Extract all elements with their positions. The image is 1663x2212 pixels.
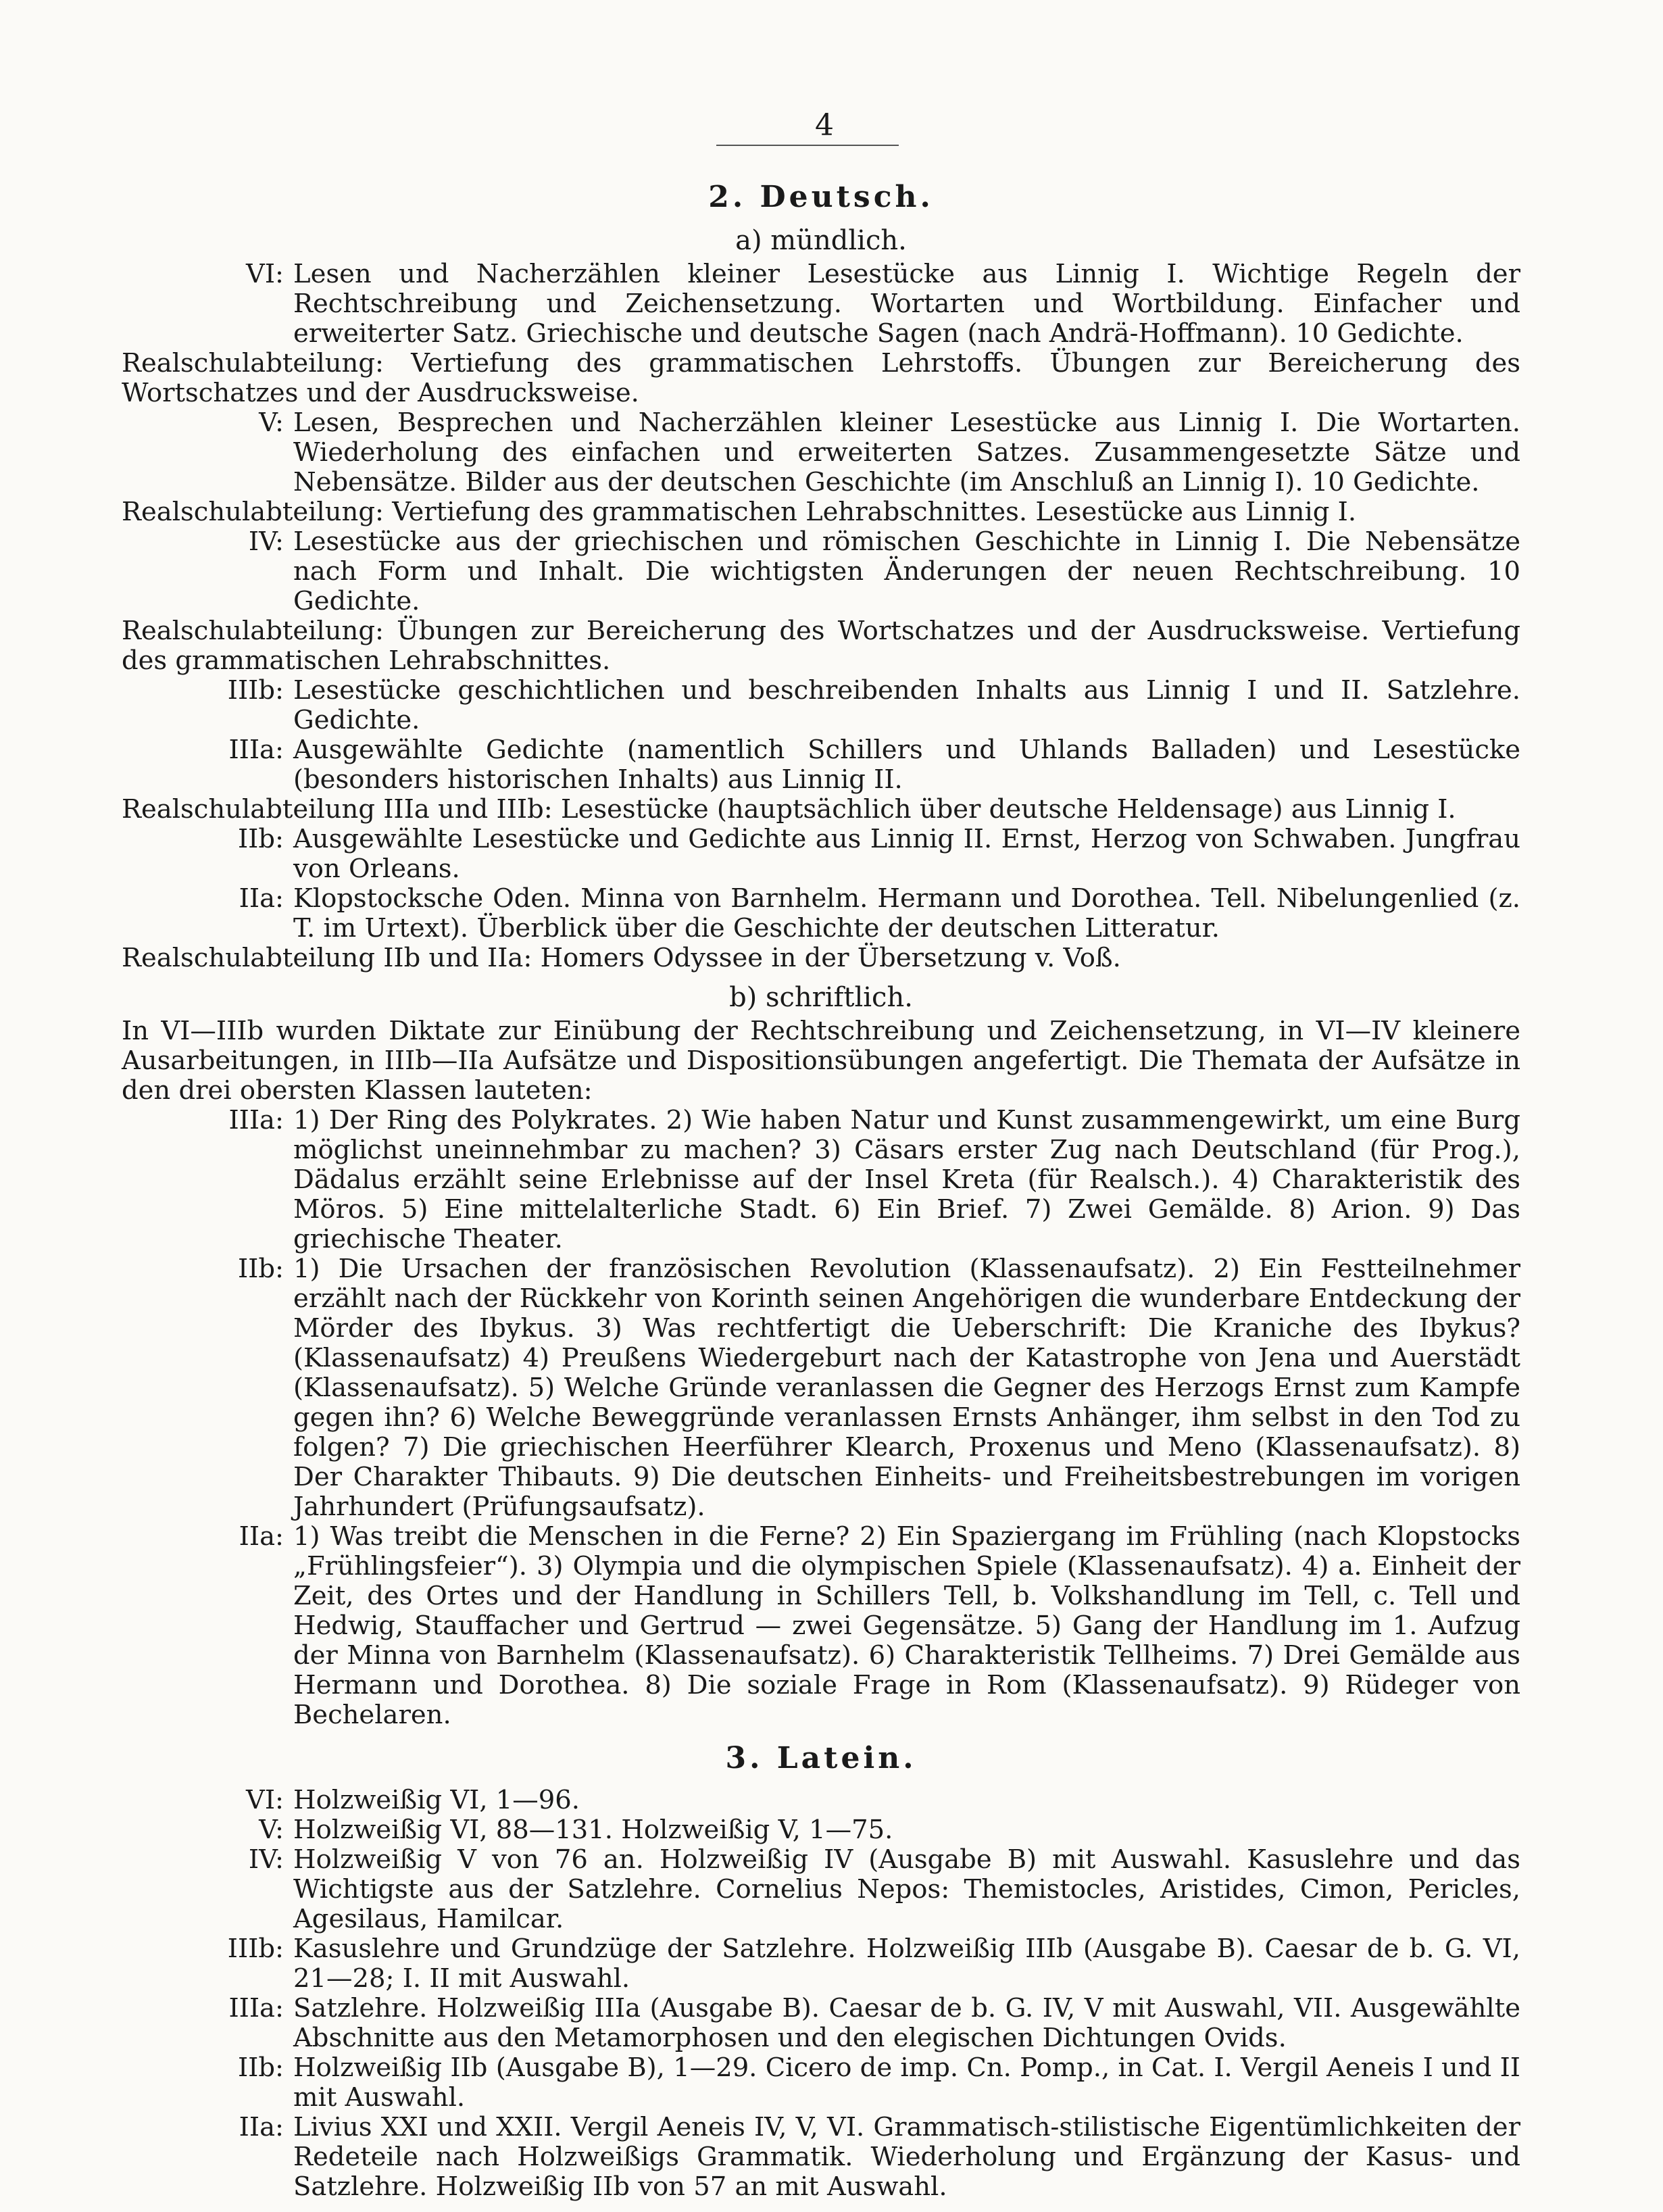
list-item	[122, 795, 1520, 825]
entry-label: Realschulabteilung:	[122, 497, 384, 527]
schriftlich-intro: In VI—IIIb wurden Diktate zur Einübung der Rechtschreibung und Zeichensetzung, in VI—IV kleinere Ausarbeitungen, in IIIb—IIa Aufsätze und Dispositionsübungen angefertigt. Die Themata der Aufsätze in den drei obersten Klassen lauteten:	[122, 1016, 1520, 1106]
entry-label: IIIb:	[227, 675, 284, 706]
entry-label: IIIa:	[228, 735, 284, 765]
entry-label: Realschulabteilung:	[122, 616, 384, 646]
subheading-schriftlich: b) schriftlich.	[729, 982, 913, 1013]
entry-text: 1) Der Ring des Polykrates. 2) Wie haben Natur und Kunst zusammengewirkt, um eine Burg möglichst uneinnehmbar zu machen? 3) Cäsars erster Zug nach Deutschland (für Prog.), Dädalus erzählt seine Erlebnisse auf der Insel Kreta (für Realsch.). 4) Charakteristik des Möros. 5) Eine mittelalterliche Stadt. 6) Ein Brief. 7) Zwei Gemälde. 8) Arion. 9) Das griechische Theater.	[293, 1105, 1520, 1254]
entry-text: 1) Die Ursachen der französischen Revolution (Klassenaufsatz). 2) Ein Festteilnehmer erzählt nach der Rückkehr von Korinth seinen Angehörigen die wunderbare Entdeckung der Mörder des Ibykus. 3) Was rechtfertigt die Ueberschrift: Die Kraniche des Ibykus? (Klassenaufsatz) 4) Preußens Wiedergeburt nach der Katastrophe von Jena und Auerstädt (Klassenaufsatz). 5) Welche Gründe veranlassen die Gegner des Herzogs Ernst zum Kampfe gegen ihn? 6) Welche Beweggründe veranlassen Ernsts Anhänger, ihm selbst in den Tod zu folgen? 7) Die griechischen Heerführer Klearch, Proxenus und Meno (Klassenaufsatz). 8) Der Charakter Thibauts. 9) Die deutschen Einheits- und Freiheitsbestrebungen im vorigen Jahrhundert (Prüfungsaufsatz).	[293, 1254, 1520, 1522]
list-item	[122, 2053, 1520, 2113]
list-item	[122, 2113, 1520, 2202]
entry-text: Lesestücke aus der griechischen und römischen Geschichte in Linnig I. Die Nebensätze nach Form und Inhalt. Die wichtigsten Änderungen der neuen Rechtschreibung. 10 Gedichte.	[293, 526, 1520, 616]
list-item	[122, 1522, 1520, 1730]
entry-label: IIa:	[239, 883, 284, 914]
entry-label: IIb:	[237, 2053, 284, 2083]
list-item	[122, 408, 1520, 497]
list-item	[122, 676, 1520, 735]
entry-text: Livius XXI und XXII. Vergil Aeneis IV, V, VI. Grammatisch-stilistische Eigentümlichkeiten der Redeteile nach Holzweißigs Grammatik. Wiederholung und Ergänzung der Kasus- und Satzlehre. Holzweißig IIb von 57 an mit Auswahl.	[293, 2112, 1520, 2202]
entry-label: Realschulabteilung IIIa und IIIb:	[122, 794, 553, 825]
entry-text: Lesen und Nacherzählen kleiner Lesestücke aus Linnig I. Wichtige Regeln der Rechtschreibung und Zeichensetzung. Wortarten und Wortbildung. Einfacher und erweiterter Satz. Griechische und deutsche Sagen (nach Andrä-Hoffmann). 10 Gedichte.	[293, 259, 1520, 349]
entry-text: 1) Was treibt die Menschen in die Ferne? 2) Ein Spaziergang im Frühling (nach Klopstocks „Frühlingsfeier“). 3) Olympia und die olympischen Spiele (Klassenaufsatz). 4) a. Einheit der Zeit, des Ortes und der Handlung in Schillers Tell, b. Volkshandlung im Tell, c. Tell und Hedwig, Stauffacher und Gertrud — zwei Gegensätze. 5) Gang der Handlung im 1. Aufzug der Minna von Barnhelm (Klassenaufsatz). 6) Charakteristik Tellheims. 7) Drei Gemälde aus Hermann und Dorothea. 8) Die soziale Frage in Rom (Klassenaufsatz). 9) Rüdeger von Bechelaren.	[293, 1521, 1520, 1730]
list-item	[122, 1106, 1520, 1254]
page-number: 4	[815, 108, 834, 143]
entry-text: Lesestücke (hauptsächlich über deutsche Heldensage) aus Linnig I.	[561, 794, 1456, 825]
entry-text: Homers Odyssee in der Übersetzung v. Voß.	[540, 943, 1121, 973]
list-item	[122, 349, 1520, 408]
entry-label: IV:	[248, 1844, 284, 1875]
list-item	[122, 1934, 1520, 1994]
list-item	[122, 825, 1520, 884]
entry-label: IIb:	[237, 824, 284, 854]
entry-text: Holzweißig VI, 88—131. Holzweißig V, 1—75.	[293, 1815, 893, 1845]
list-item	[122, 1845, 1520, 1934]
list-item	[122, 735, 1520, 795]
entry-label: IIIb:	[227, 1934, 284, 1964]
entry-text: Ausgewählte Gedichte (namentlich Schillers und Uhlands Balladen) und Lesestücke (besonders historischen Inhalts) aus Linnig II.	[293, 735, 1520, 795]
list-item	[122, 260, 1520, 349]
subheading-muendlich: a) mündlich.	[735, 225, 907, 256]
list-item	[122, 943, 1520, 973]
entry-label: IIa:	[239, 1521, 284, 1552]
section-heading-deutsch: 2. Deutsch.	[708, 180, 934, 214]
list-item	[122, 527, 1520, 616]
entry-text: Übungen zur Bereicherung des Wortschatzes und der Ausdrucksweise. Vertiefung des grammatischen Lehrabschnittes.	[122, 616, 1520, 676]
entry-text: Holzweißig IIb (Ausgabe B), 1—29. Cicero de imp. Cn. Pomp., in Cat. I. Vergil Aeneis I und II mit Auswahl.	[293, 2053, 1520, 2113]
entry-text: Vertiefung des grammatischen Lehrstoffs. Übungen zur Bereicherung des Wortschatzes und der Ausdrucksweise.	[122, 348, 1521, 408]
entry-label: Realschulabteilung:	[122, 348, 384, 378]
entry-label: V:	[259, 408, 284, 438]
entry-label: IIIa:	[228, 1993, 284, 2023]
entry-text: Holzweißig V von 76 an. Holzweißig IV (Ausgabe B) mit Auswahl. Kasuslehre und das Wichtigste aus der Satzlehre. Cornelius Nepos: Themistocles, Aristides, Cimon, Pericles, Agesilaus, Hamilcar.	[293, 1844, 1520, 1934]
entry-text: Kasuslehre und Grundzüge der Satzlehre. Holzweißig IIIb (Ausgabe B). Caesar de b. G. VI, 21—28; I. II mit Auswahl.	[293, 1934, 1520, 1994]
page-content	[122, 177, 1520, 2202]
entry-text: Lesen, Besprechen und Nacherzählen kleiner Lesestücke aus Linnig I. Die Wortarten. Wiederholung des einfachen und erweiterten Satzes. Zusammengesetzte Sätze und Nebensätze. Bilder aus der deutschen Geschichte (im Anschluß an Linnig I). 10 Gedichte.	[293, 408, 1520, 497]
list-item	[122, 497, 1520, 527]
list-item	[122, 884, 1520, 943]
entry-label: IV:	[248, 526, 284, 557]
muendlich-list	[122, 260, 1520, 973]
entry-text: Satzlehre. Holzweißig IIIa (Ausgabe B). Caesar de b. G. IV, V mit Auswahl, VII. Ausgewählte Abschnitte aus den Metamorphosen und den elegischen Dichtungen Ovids.	[293, 1993, 1520, 2053]
latein-list	[122, 1786, 1520, 2202]
entry-text: Lesestücke geschichtlichen und beschreibenden Inhalts aus Linnig I und II. Satzlehre. Gedichte.	[293, 675, 1520, 735]
section-heading-latein: 3. Latein.	[725, 1741, 917, 1775]
list-item	[122, 616, 1520, 676]
list-item	[122, 1254, 1520, 1522]
list-item	[122, 1786, 1520, 1815]
entry-label: VI:	[246, 259, 284, 289]
entry-label: V:	[259, 1815, 284, 1845]
entry-label: IIa:	[239, 2112, 284, 2142]
entry-text: Ausgewählte Lesestücke und Gedichte aus Linnig II. Ernst, Herzog von Schwaben. Jungfrau von Orleans.	[293, 824, 1520, 884]
entry-label: Realschulabteilung IIb und IIa:	[122, 943, 532, 973]
entry-text: Klopstocksche Oden. Minna von Barnhelm. Hermann und Dorothea. Tell. Nibelungenlied (z. T. im Urtext). Überblick über die Geschichte der deutschen Litteratur.	[293, 883, 1520, 943]
entry-text: Holzweißig VI, 1—96.	[293, 1785, 580, 1815]
entry-text: Vertiefung des grammatischen Lehrabschnittes. Lesestücke aus Linnig I.	[392, 497, 1357, 527]
list-item	[122, 1815, 1520, 1845]
entry-label: IIIa:	[228, 1105, 284, 1135]
list-item	[122, 1994, 1520, 2053]
entry-label: IIb:	[237, 1254, 284, 1284]
entry-label: VI:	[246, 1785, 284, 1815]
header-rule	[716, 145, 899, 146]
themata-list	[122, 1106, 1520, 1730]
